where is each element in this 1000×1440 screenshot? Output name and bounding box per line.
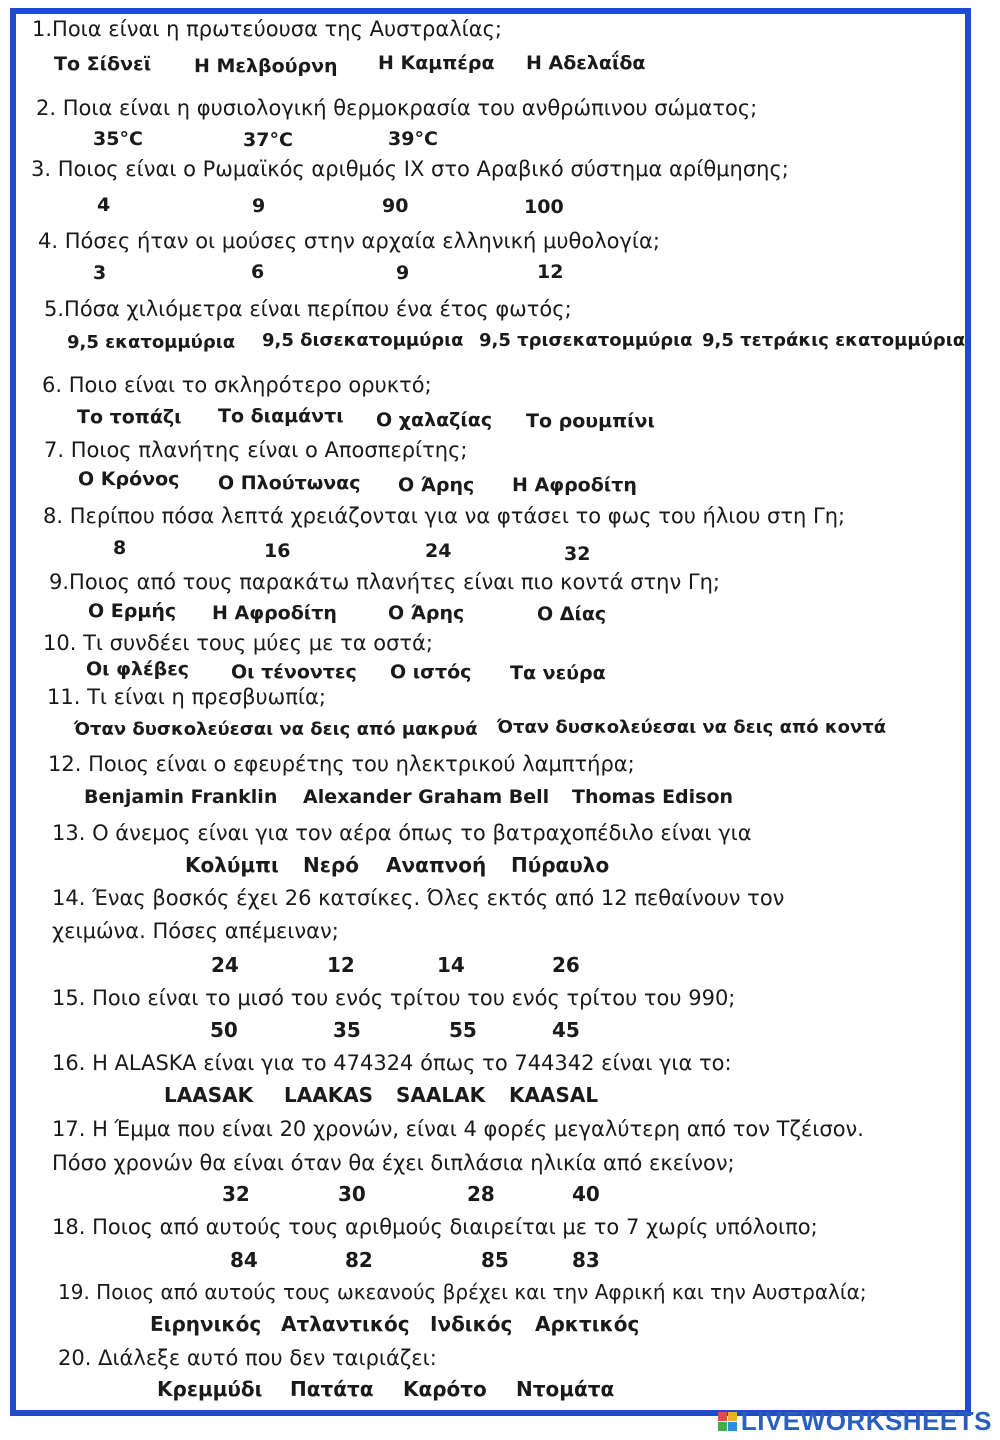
q5-option-1[interactable]: 9,5 εκατομμύρια bbox=[67, 332, 236, 353]
q17-option-2[interactable]: 30 bbox=[338, 1182, 366, 1206]
question-16: 16. Η ALASKA είναι για το 474324 όπως το 744342 είναι για το: bbox=[52, 1051, 732, 1075]
q6-option-3[interactable]: Ο χαλαζίας bbox=[376, 409, 493, 431]
q2-option-3[interactable]: 39°C bbox=[388, 128, 438, 150]
q8-option-3[interactable]: 24 bbox=[425, 540, 452, 562]
q12-option-1[interactable]: Benjamin Franklin bbox=[84, 786, 278, 808]
question-12: 12. Ποιος είναι ο εφευρέτης του ηλεκτρικού λαμπτήρα; bbox=[48, 752, 635, 776]
question-9: 9.Ποιος από τους παρακάτω πλανήτες είναι πιο κοντά στην Γη; bbox=[49, 570, 720, 594]
q3-option-2[interactable]: 9 bbox=[252, 195, 266, 217]
q10-option-3[interactable]: Ο ιστός bbox=[390, 661, 472, 683]
q3-option-1[interactable]: 4 bbox=[97, 194, 111, 216]
question-5: 5.Πόσα χιλιόμετρα είναι περίπου ένα έτος φωτός; bbox=[44, 297, 572, 321]
q15-option-3[interactable]: 55 bbox=[449, 1018, 477, 1042]
q4-option-4[interactable]: 12 bbox=[537, 261, 564, 283]
q6-option-2[interactable]: Το διαμάντι bbox=[218, 405, 344, 427]
q8-option-2[interactable]: 16 bbox=[264, 540, 291, 562]
q1-option-3[interactable]: Η Καμπέρα bbox=[378, 52, 495, 74]
q5-option-2[interactable]: 9,5 δισεκατομμύρια bbox=[262, 330, 464, 351]
q6-option-4[interactable]: Το ρουμπίνι bbox=[526, 410, 655, 432]
question-18: 18. Ποιος από αυτούς τους αριθμούς διαιρείται με το 7 χωρίς υπόλοιπο; bbox=[52, 1215, 818, 1239]
question-14-line-2: χειμώνα. Πόσες απέμειναν; bbox=[52, 919, 339, 943]
q15-option-1[interactable]: 50 bbox=[210, 1018, 238, 1042]
q16-option-3[interactable]: SAALAK bbox=[396, 1083, 486, 1107]
q5-option-4[interactable]: 9,5 τετράκις εκατομμύρια bbox=[702, 330, 966, 351]
question-7: 7. Ποιος πλανήτης είναι ο Αποσπερίτης; bbox=[44, 438, 468, 462]
q16-option-2[interactable]: LAAKAS bbox=[284, 1083, 374, 1107]
q13-option-1[interactable]: Κολύμπι bbox=[185, 853, 279, 877]
question-10: 10. Τι συνδέει τους μύες με τα οστά; bbox=[43, 631, 433, 655]
q2-option-2[interactable]: 37°C bbox=[243, 129, 293, 151]
q19-option-3[interactable]: Ινδικός bbox=[430, 1312, 513, 1336]
question-13: 13. Ο άνεμος είναι για τον αέρα όπως το βατραχοπέδιλο είναι για bbox=[52, 821, 752, 845]
q17-option-1[interactable]: 32 bbox=[222, 1182, 250, 1206]
q18-option-4[interactable]: 83 bbox=[572, 1248, 600, 1272]
q18-option-2[interactable]: 82 bbox=[345, 1248, 373, 1272]
q7-option-2[interactable]: Ο Πλούτωνας bbox=[218, 472, 361, 494]
q13-option-2[interactable]: Νερό bbox=[303, 853, 359, 877]
q19-option-4[interactable]: Αρκτικός bbox=[535, 1312, 640, 1336]
q10-option-2[interactable]: Οι τένοντες bbox=[231, 661, 357, 683]
q14-option-1[interactable]: 24 bbox=[211, 953, 239, 977]
q1-option-1[interactable]: Το Σίδνεϊ bbox=[54, 53, 151, 75]
question-4: 4. Πόσες ήταν οι μούσες στην αρχαία ελληνική μυθολογία; bbox=[38, 229, 660, 253]
q13-option-3[interactable]: Αναπνοή bbox=[386, 853, 487, 877]
question-1: 1.Ποια είναι η πρωτεύουσα της Αυστραλίας; bbox=[32, 17, 502, 41]
q16-option-1[interactable]: LAASAK bbox=[164, 1083, 254, 1107]
q12-option-3[interactable]: Thomas Edison bbox=[572, 786, 734, 808]
question-6: 6. Ποιο είναι το σκληρότερο ορυκτό; bbox=[42, 373, 432, 397]
q9-option-1[interactable]: Ο Ερμής bbox=[88, 600, 177, 622]
q8-option-4[interactable]: 32 bbox=[564, 543, 591, 565]
question-17: 17. Η Έμμα που είναι 20 χρονών, είναι 4 φορές μεγαλύτερη από τον Τζέισον. bbox=[52, 1117, 864, 1141]
q18-option-3[interactable]: 85 bbox=[481, 1248, 509, 1272]
q17-option-3[interactable]: 28 bbox=[467, 1182, 495, 1206]
q1-option-2[interactable]: Η Μελβούρνη bbox=[194, 55, 338, 77]
q15-option-2[interactable]: 35 bbox=[333, 1018, 361, 1042]
q20-option-3[interactable]: Καρότο bbox=[403, 1377, 487, 1401]
q3-option-4[interactable]: 100 bbox=[524, 196, 564, 218]
q15-option-4[interactable]: 45 bbox=[552, 1018, 580, 1042]
q4-option-1[interactable]: 3 bbox=[93, 262, 107, 284]
q14-option-4[interactable]: 26 bbox=[552, 953, 580, 977]
q19-option-2[interactable]: Ατλαντικός bbox=[281, 1312, 410, 1336]
q14-option-3[interactable]: 14 bbox=[437, 953, 465, 977]
liveworksheets-watermark bbox=[718, 1404, 992, 1438]
q20-option-1[interactable]: Κρεμμύδι bbox=[157, 1377, 263, 1401]
q6-option-1[interactable]: Το τοπάζι bbox=[77, 406, 182, 428]
q14-option-2[interactable]: 12 bbox=[327, 953, 355, 977]
q17-option-4[interactable]: 40 bbox=[572, 1182, 600, 1206]
question-20: 20. Διάλεξε αυτό που δεν ταιριάζει: bbox=[58, 1346, 437, 1370]
q18-option-1[interactable]: 84 bbox=[230, 1248, 258, 1272]
question-17-line-2: Πόσο χρονών θα είναι όταν θα έχει διπλάσια ηλικία από εκείνον; bbox=[52, 1151, 735, 1175]
q7-option-1[interactable]: Ο Κρόνος bbox=[78, 468, 180, 490]
q19-option-1[interactable]: Ειρηνικός bbox=[150, 1312, 262, 1336]
question-15: 15. Ποιο είναι το μισό του ενός τρίτου του ενός τρίτου του 990; bbox=[52, 986, 736, 1010]
q7-option-3[interactable]: Ο Άρης bbox=[398, 474, 475, 496]
q10-option-1[interactable]: Οι φλέβες bbox=[86, 658, 190, 680]
watermark-text: LIVEWORKSHEETS bbox=[740, 1405, 992, 1436]
q8-option-1[interactable]: 8 bbox=[113, 537, 127, 559]
question-3: 3. Ποιος είναι ο Ρωμαϊκός αριθμός IX στο Αραβικό σύστημα αρίθμησης; bbox=[31, 157, 789, 181]
question-11: 11. Τι είναι η πρεσβυωπία; bbox=[47, 685, 326, 709]
q20-option-4[interactable]: Ντομάτα bbox=[516, 1377, 615, 1401]
question-8: 8. Περίπου πόσα λεπτά χρειάζονται για να φτάσει το φως του ήλιου στη Γη; bbox=[43, 504, 846, 528]
question-2: 2. Ποια είναι η φυσιολογική θερμοκρασία του ανθρώπινου σώματος; bbox=[36, 96, 758, 120]
q3-option-3[interactable]: 90 bbox=[382, 195, 409, 217]
q13-option-4[interactable]: Πύραυλο bbox=[511, 853, 610, 877]
q10-option-4[interactable]: Τα νεύρα bbox=[510, 662, 606, 684]
q5-option-3[interactable]: 9,5 τρισεκατομμύρια bbox=[479, 330, 693, 351]
q4-option-3[interactable]: 9 bbox=[396, 262, 410, 284]
q11-option-1[interactable]: Όταν δυσκολεύεσαι να δεις από μακρυά bbox=[74, 719, 478, 740]
question-19: 19. Ποιος από αυτούς τους ωκεανούς βρέχει και την Αφρική και την Αυστραλία; bbox=[58, 1280, 867, 1304]
q11-option-2[interactable]: Όταν δυσκολεύεσαι να δεις από κοντά bbox=[497, 717, 887, 738]
q9-option-2[interactable]: Η Αφροδίτη bbox=[212, 602, 337, 624]
q20-option-2[interactable]: Πατάτα bbox=[290, 1377, 374, 1401]
question-14: 14. Ένας βοσκός έχει 26 κατσίκες. Όλες εκτός από 12 πεθαίνουν τον bbox=[52, 886, 785, 910]
q1-option-4[interactable]: Η Αδελαΐδα bbox=[526, 52, 646, 74]
q2-option-1[interactable]: 35°C bbox=[93, 128, 143, 150]
q9-option-3[interactable]: Ο Άρης bbox=[388, 602, 465, 624]
q4-option-2[interactable]: 6 bbox=[251, 261, 265, 283]
liveworksheets-logo-icon bbox=[718, 1412, 737, 1431]
q16-option-4[interactable]: KAASAL bbox=[509, 1083, 599, 1107]
q7-option-4[interactable]: Η Αφροδίτη bbox=[512, 474, 637, 496]
q9-option-4[interactable]: Ο Δίας bbox=[537, 603, 607, 625]
q12-option-2[interactable]: Alexander Graham Bell bbox=[303, 786, 550, 808]
